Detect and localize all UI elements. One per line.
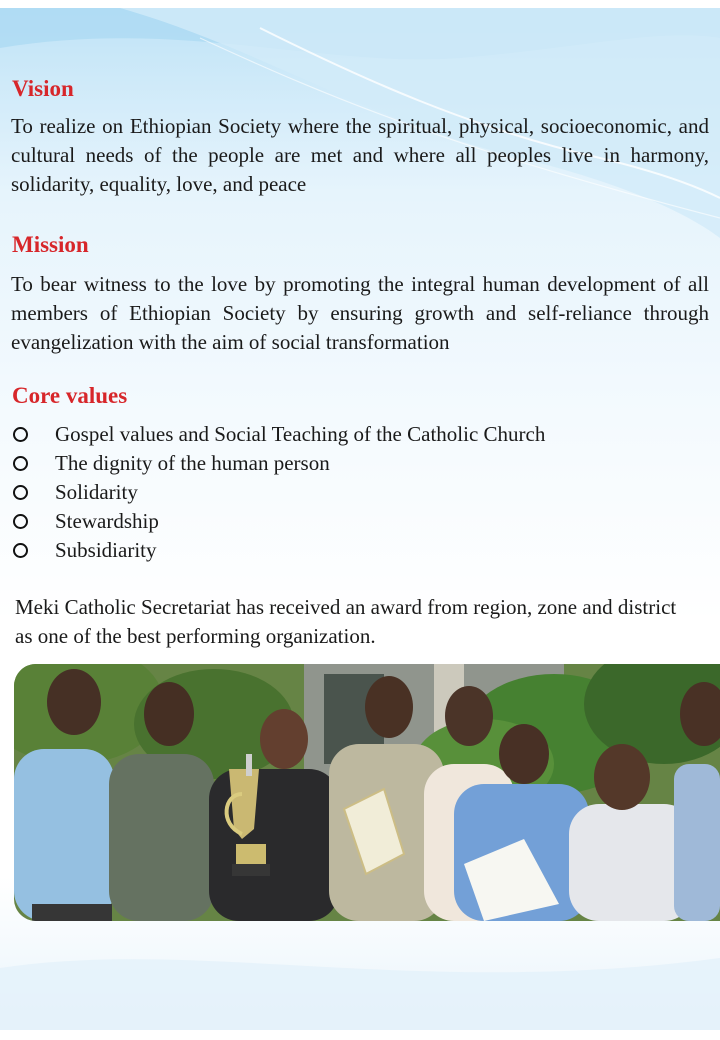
core-values-list — [12, 420, 545, 565]
core-value-label: The dignity of the human person — [55, 451, 330, 475]
mission-text: To bear witness to the love by promoting the integral human development of all members of Ethiopian Society by ensuring growth and self-reliance through evangelization with the aim of social transformation — [11, 272, 709, 354]
circle-bullet-icon — [13, 427, 28, 442]
list-item — [12, 478, 545, 507]
core-values-heading: Core values — [12, 383, 128, 408]
vision-text: To realize on Ethiopian Society where the spiritual, physical, socioeconomic, and cultural needs of the people are met and where all peoples live in harmony, solidarity, equality, love, and peace — [11, 114, 709, 196]
award-line-1: Meki Catholic Secretariat has received an award from region, zone and district — [15, 595, 677, 619]
circle-bullet-icon — [13, 456, 28, 471]
list-item — [12, 449, 545, 478]
list-item — [12, 507, 545, 536]
vision-heading: Vision — [12, 76, 74, 101]
core-value-label: Solidarity — [55, 480, 138, 504]
core-value-label: Stewardship — [55, 509, 159, 533]
award-group-photo — [14, 664, 720, 921]
mission-heading: Mission — [12, 232, 89, 257]
circle-bullet-icon — [13, 485, 28, 500]
circle-bullet-icon — [13, 514, 28, 529]
circle-bullet-icon — [13, 543, 28, 558]
award-text — [15, 593, 720, 651]
list-item — [12, 536, 545, 565]
core-value-label: Gospel values and Social Teaching of the Catholic Church — [55, 422, 546, 446]
group-photo-illustration — [14, 664, 720, 921]
award-line-2: as one of the best performing organization. — [15, 624, 376, 648]
core-value-label: Subsidiarity — [55, 538, 157, 562]
list-item — [12, 420, 545, 449]
